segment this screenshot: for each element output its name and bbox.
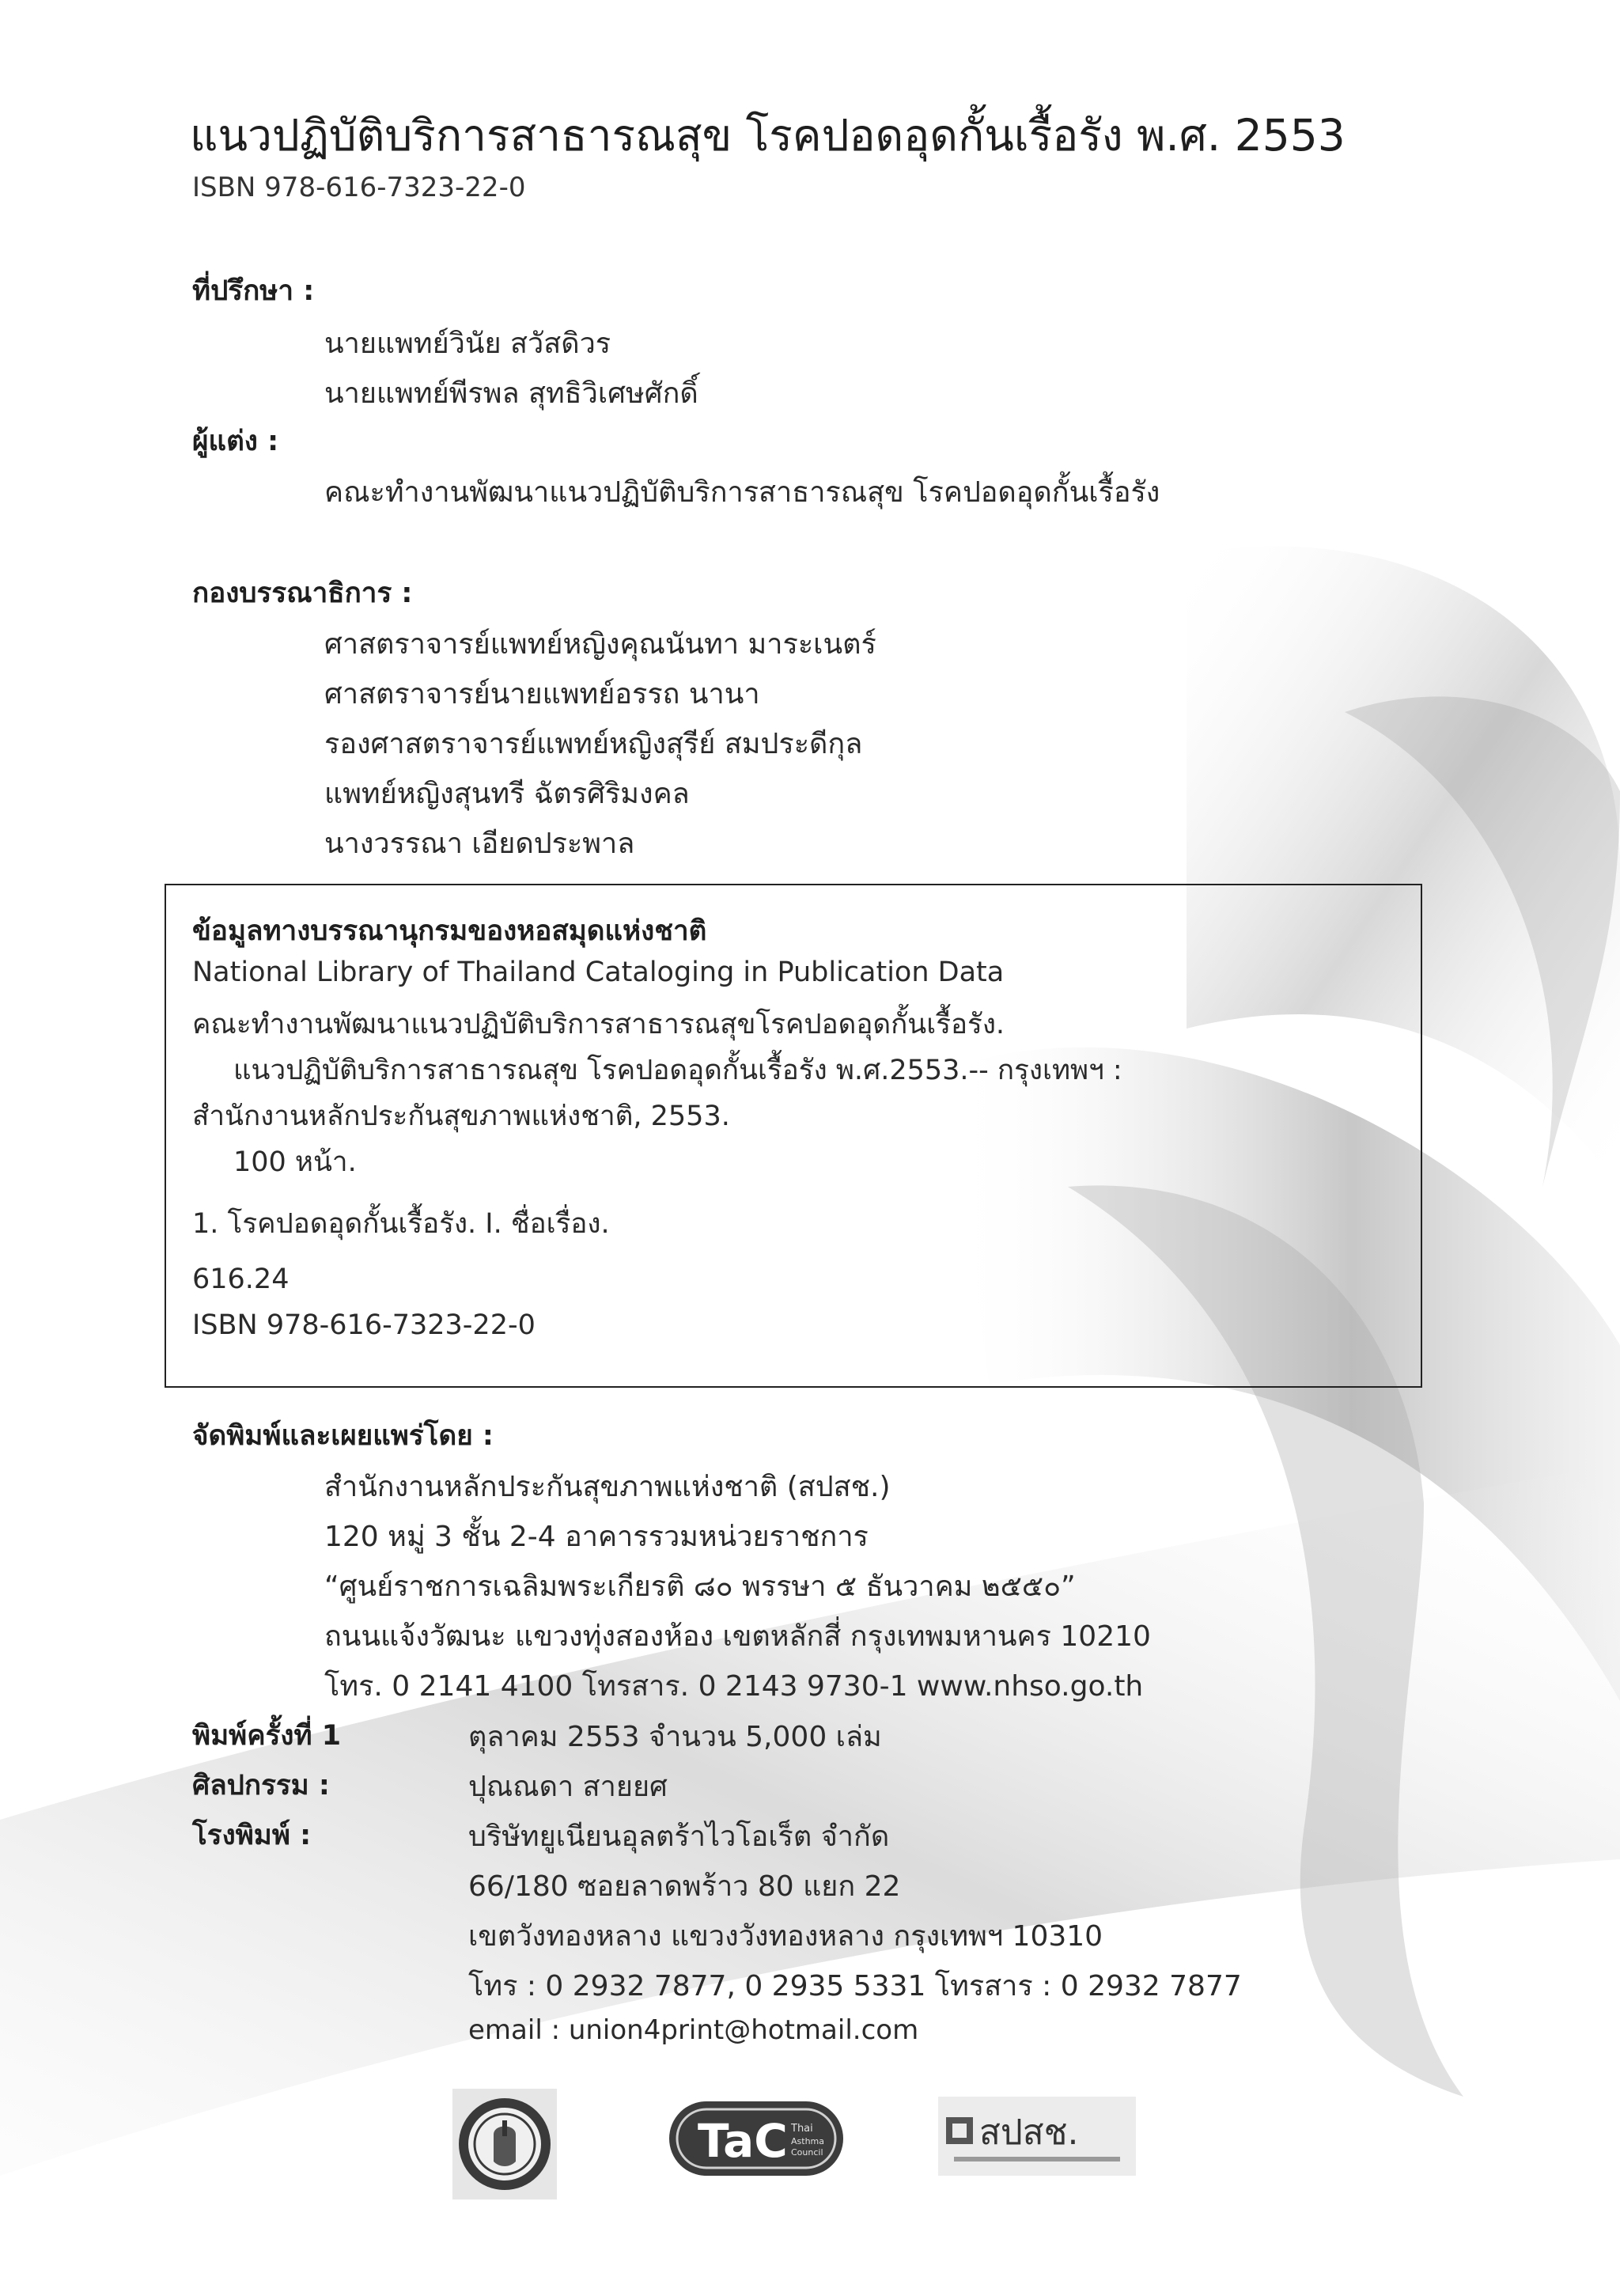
publisher-line: ถนนแจ้งวัฒนะ แขวงทุ่งสองห้อง เขตหลักสี่ กรุงเทพมหานคร 10210: [324, 1620, 1151, 1653]
editor-name: แพทย์หญิงสุนทรี ฉัตรศิริมงคล: [324, 778, 690, 810]
tac-text: TaC: [698, 2114, 788, 2168]
cip-publisher: สำนักงานหลักประกันสุขภาพแห่งชาติ, 2553.: [192, 1101, 730, 1132]
nhso-logo-icon: [938, 2097, 1136, 2176]
editor-name: รองศาสตราจารย์แพทย์หญิงสุรีย์ สมประดีกุล: [324, 728, 863, 760]
press-line: โทร : 0 2932 7877, 0 2935 5331 โทรสาร : 0 2932 7877: [468, 1970, 1242, 2002]
cip-author: คณะทำงานพัฒนาแนวปฏิบัติบริการสาธารณสุขโรคปอดอุดกั้นเรื้อรัง.: [192, 1009, 1005, 1040]
cip-english: National Library of Thailand Cataloging in Publication Data: [192, 957, 1005, 988]
isbn-top: ISBN 978-616-7323-22-0: [192, 172, 526, 203]
svg-text:Thai: Thai: [791, 2123, 813, 2135]
publisher-line: “ศูนย์ราชการเฉลิมพระเกียรติ ๘๐ พรรษา ๕ ธันวาคม ๒๕๕๐”: [324, 1570, 1076, 1603]
document-title: แนวปฏิบัติบริการสาธารณสุข โรคปอดอุดกั้นเรื้อรัง พ.ศ. 2553: [190, 110, 1346, 161]
nhso-text: สปสช.: [979, 2112, 1079, 2153]
tac-logo-icon: [666, 2095, 846, 2184]
cip-title: แนวปฏิบัติบริการสาธารณสุข โรคปอดอุดกั้นเรื้อรัง พ.ศ.2553.-- กรุงเทพฯ :: [233, 1055, 1122, 1086]
press-email: email : union4print@hotmail.com: [468, 2014, 919, 2046]
cataloging-box: [165, 884, 1422, 1388]
editors-label: กองบรรณาธิการ :: [192, 578, 413, 609]
svg-text:Asthma: Asthma: [791, 2136, 824, 2146]
authors-label: ผู้แต่ง :: [192, 426, 279, 457]
press-line: บริษัทยูเนียนอุลตร้าไวโอเร็ต จำกัด: [468, 1821, 890, 1853]
edition-value: ตุลาคม 2553 จำนวน 5,000 เล่ม: [468, 1721, 882, 1753]
advisor-name: นายแพทย์พีรพล สุทธิวิเศษศักดิ์: [324, 377, 698, 410]
author-name: คณะทำงานพัฒนาแนวปฏิบัติบริการสาธารณสุข โรคปอดอุดกั้นเรื้อรัง: [324, 476, 1160, 509]
art-value: ปุณณดา สายยศ: [468, 1771, 668, 1803]
cip-isbn: ISBN 978-616-7323-22-0: [192, 1309, 536, 1341]
press-label: โรงพิมพ์ :: [192, 1820, 312, 1851]
publisher-line: โทร. 0 2141 4100 โทรสาร. 0 2143 9730-1 www.nhso.go.th: [324, 1670, 1144, 1703]
cip-heading: ข้อมูลทางบรรณานุกรมของหอสมุดแห่งชาติ: [192, 915, 707, 947]
cip-class-number: 616.24: [192, 1264, 290, 1295]
publisher-line: 120 หมู่ 3 ชั้น 2-4 อาคารรวมหน่วยราชการ: [324, 1521, 869, 1553]
cip-pages: 100 หน้า.: [233, 1146, 357, 1178]
publisher-label: จัดพิมพ์และเผยแพร่โดย :: [192, 1420, 494, 1452]
society-seal-icon: [452, 2089, 557, 2199]
svg-text:Council: Council: [791, 2147, 823, 2158]
edition-label: พิมพ์ครั้งที่ 1: [192, 1720, 342, 1752]
publisher-line: สำนักงานหลักประกันสุขภาพแห่งชาติ (สปสช.): [324, 1471, 891, 1503]
press-line: 66/180 ซอยลาดพร้าว 80 แยก 22: [468, 1870, 901, 1903]
editor-name: นางวรรณา เอียดประพาล: [324, 828, 635, 860]
cip-subject: 1. โรคปอดอุดกั้นเรื้อรัง. I. ชื่อเรื่อง.: [192, 1208, 610, 1240]
editor-name: ศาสตราจารย์แพทย์หญิงคุณนันทา มาระเนตร์: [324, 628, 876, 661]
advisor-name: นายแพทย์วินัย สวัสดิวร: [324, 328, 611, 360]
editor-name: ศาสตราจารย์นายแพทย์อรรถ นานา: [324, 678, 760, 710]
art-label: ศิลปกรรม :: [192, 1770, 330, 1802]
advisors-label: ที่ปรึกษา :: [192, 275, 315, 307]
press-line: เขตวังทองหลาง แขวงวังทองหลาง กรุงเทพฯ 10310: [468, 1920, 1103, 1953]
